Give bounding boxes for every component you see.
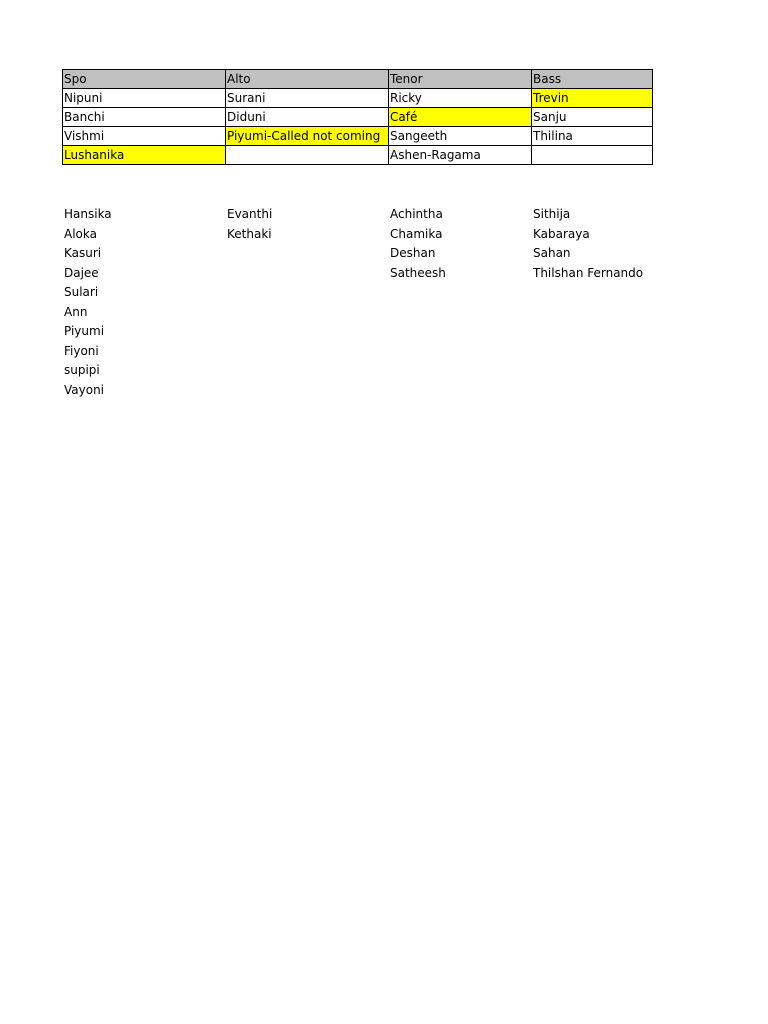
table-cell: Vishmi <box>63 127 226 146</box>
name-list-column-2 <box>227 205 272 244</box>
table-row <box>63 108 653 127</box>
table-cell: Ricky <box>389 89 532 108</box>
list-item: supipi <box>64 363 100 377</box>
list-item: Aloka <box>64 226 97 241</box>
table-cell: Ashen-Ragama <box>389 146 532 165</box>
table-cell: Café <box>389 108 532 127</box>
voice-part-table <box>62 69 653 165</box>
table-cell: Thilina <box>532 127 653 146</box>
list-item: Thilshan Fernando <box>533 265 644 280</box>
table-cell: Trevin <box>532 89 653 108</box>
table-cell: Piyumi-Called not coming <box>226 127 389 146</box>
table-cell: Surani <box>226 89 389 108</box>
name-list-column-4 <box>533 205 643 283</box>
list-item: Sulari <box>64 285 99 299</box>
table-header-row <box>63 70 653 89</box>
header-cell-tenor: Tenor <box>389 70 532 89</box>
list-item: Vayoni <box>64 382 105 397</box>
table-row <box>63 89 653 108</box>
list-item: Kethaki <box>227 226 272 241</box>
list-item: Deshan <box>390 246 436 260</box>
table-cell: Nipuni <box>63 89 226 108</box>
list-item: Ann <box>64 304 88 319</box>
list-item: Evanthi <box>227 207 273 221</box>
list-item: Sithija <box>533 207 571 221</box>
header-cell-spo: Spo <box>63 70 226 89</box>
list-item: Satheesh <box>390 265 446 280</box>
table-cell: Sangeeth <box>389 127 532 146</box>
table-row <box>63 127 653 146</box>
table-cell: Diduni <box>226 108 389 127</box>
header-cell-bass: Bass <box>532 70 653 89</box>
list-item: Hansika <box>64 207 112 221</box>
header-cell-alto: Alto <box>226 70 389 89</box>
list-item: Fiyoni <box>64 343 99 358</box>
table-cell <box>532 146 653 165</box>
list-item: Achintha <box>390 207 443 221</box>
list-item: Kasuri <box>64 246 102 260</box>
list-item: Piyumi <box>64 324 105 338</box>
table-cell: Sanju <box>532 108 653 127</box>
name-list-column-3 <box>390 205 446 283</box>
list-item: Dajee <box>64 265 99 280</box>
list-item: Kabaraya <box>533 226 590 241</box>
table-cell: Banchi <box>63 108 226 127</box>
name-list-column-1 <box>64 205 112 400</box>
list-item: Sahan <box>533 246 571 260</box>
table-cell: Lushanika <box>63 146 226 165</box>
table-cell <box>226 146 389 165</box>
list-item: Chamika <box>390 226 443 241</box>
table-row <box>63 146 653 165</box>
